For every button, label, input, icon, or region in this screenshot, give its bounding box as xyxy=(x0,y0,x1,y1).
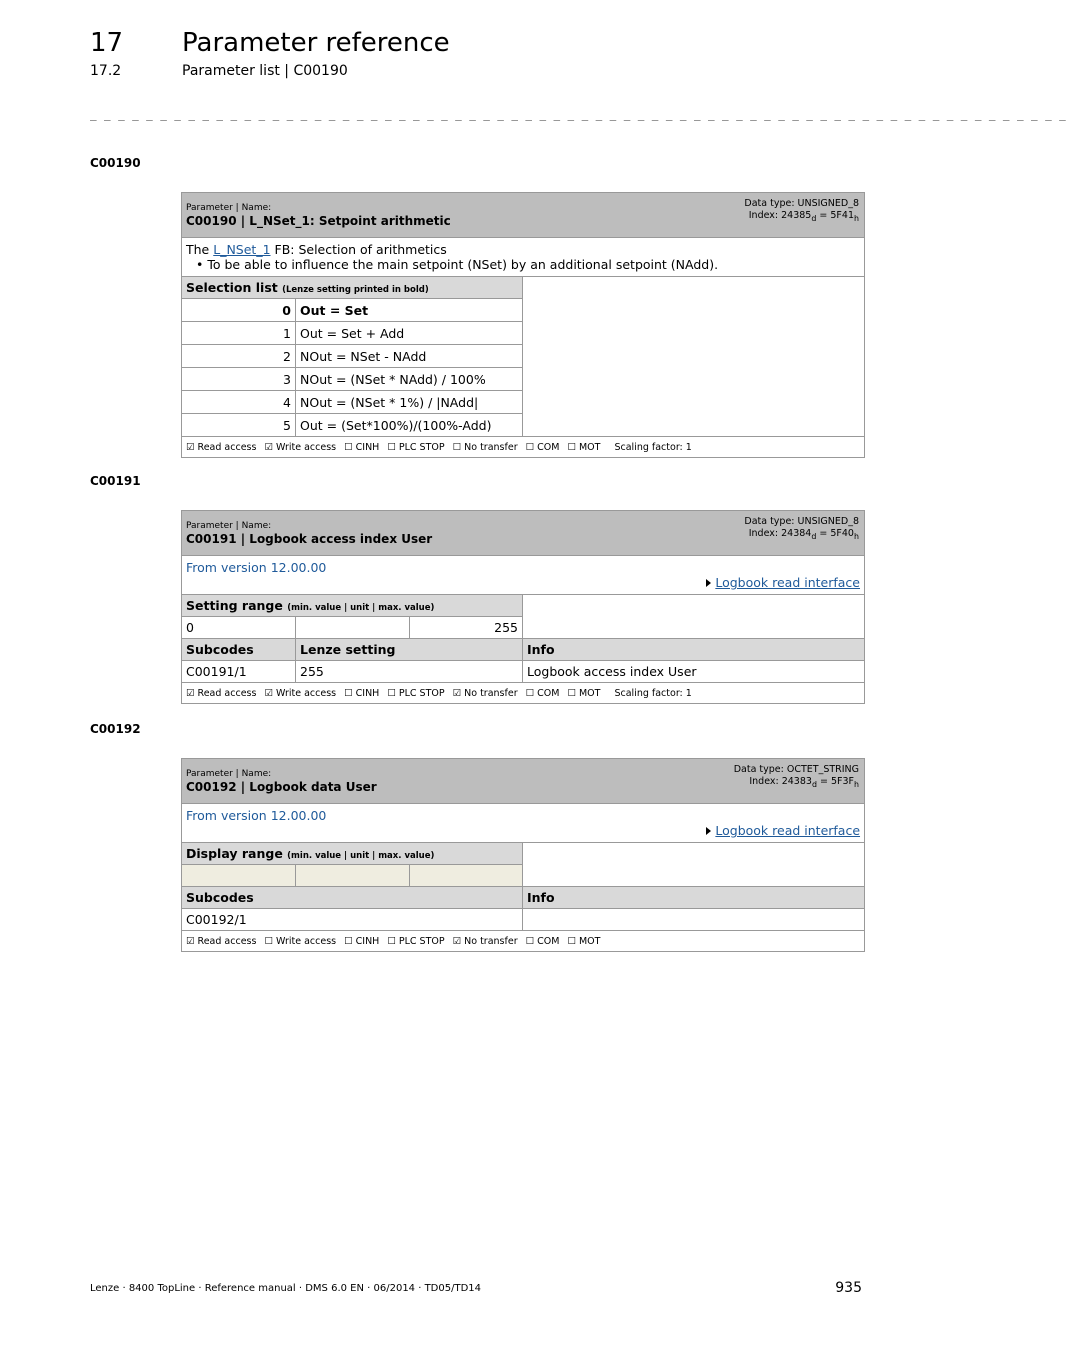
footer-text: Lenze · 8400 TopLine · Reference manual · DMS 6.0 EN · 06/2014 · TD05/TD14 xyxy=(90,1283,482,1294)
version-note: From version 12.00.00 xyxy=(186,560,327,575)
display-range-heading: Display range (min. value | unit | max. value) xyxy=(182,843,523,865)
param-name-caption: Parameter | Name: xyxy=(186,202,272,213)
option-text: Out = Set xyxy=(296,299,523,322)
access-flags: ☑ Read access ☑ Write access ☐ CINH ☐ PLC STOP ☐ No transfer ☐ COM ☐ MOT Scaling factor: 1 xyxy=(182,437,865,458)
range-max xyxy=(410,865,523,887)
logbook-read-interface-link[interactable]: Logbook read interface xyxy=(715,823,861,838)
subcode: C00191/1 xyxy=(182,661,296,683)
subcode-info xyxy=(523,909,865,931)
param-name: C00192 | Logbook data User xyxy=(186,779,377,794)
option-number: 4 xyxy=(182,391,296,414)
option-number: 2 xyxy=(182,345,296,368)
access-flags: ☑ Read access ☐ Write access ☐ CINH ☐ PLC STOP ☑ No transfer ☐ COM ☐ MOT xyxy=(182,931,865,952)
c00192-version-row xyxy=(182,804,865,843)
index: Index: $24384_d = 5F40_h$ xyxy=(748,528,859,541)
setting-range-spacer xyxy=(523,595,865,639)
col-subcodes: Subcodes xyxy=(182,639,296,661)
lenze-setting: 255 xyxy=(296,661,523,683)
arrow-right-icon xyxy=(706,827,711,835)
c00191-version-row xyxy=(182,556,865,595)
option-number: 1 xyxy=(182,322,296,345)
col-lenze-setting: Lenze setting xyxy=(296,639,523,661)
range-unit xyxy=(296,617,410,639)
option-number: 0 xyxy=(182,299,296,322)
param-name-caption: Parameter | Name: xyxy=(186,768,272,779)
description-bullet: • To be able to influence the main setpoint (NSet) by an additional setpoint (NAdd). xyxy=(196,257,719,272)
scaling-factor: Scaling factor: 1 xyxy=(614,441,692,453)
c00191-header xyxy=(182,511,865,556)
section-title: Parameter list | C00190 xyxy=(182,63,348,79)
subcode-info: Logbook access index User xyxy=(523,661,865,683)
option-text: NOut = (NSet * NAdd) / 100% xyxy=(296,368,523,391)
range-min xyxy=(182,865,296,887)
col-info: Info xyxy=(523,639,865,661)
logbook-read-interface-link[interactable]: Logbook read interface xyxy=(715,575,860,590)
param-type-index xyxy=(734,764,859,791)
version-note: From version 12.00.00 xyxy=(186,808,327,823)
param-name-caption: Parameter | Name: xyxy=(186,520,272,531)
option-text: NOut = NSet - NAdd xyxy=(296,345,523,368)
data-type: Data type: OCTET_STRING xyxy=(733,764,860,775)
c00191-table xyxy=(181,510,865,704)
access-flags: ☑ Read access ☑ Write access ☐ CINH ☐ PLC STOP ☑ No transfer ☐ COM ☐ MOT Scaling factor: 1 xyxy=(182,683,865,704)
chapter-title: Parameter reference xyxy=(182,28,450,58)
selection-list-spacer xyxy=(523,277,865,437)
display-range-spacer xyxy=(523,843,865,887)
page-number: 935 xyxy=(835,1280,862,1296)
range-min: 0 xyxy=(182,617,296,639)
index: Index: $24383_d = 5F3F_h$ xyxy=(749,776,860,789)
range-max: 255 xyxy=(410,617,523,639)
option-text: Out = (Set*100%)/(100%-Add) xyxy=(296,414,523,437)
c00192-header xyxy=(182,759,865,804)
col-info: Info xyxy=(523,887,865,909)
scaling-factor: Scaling factor: 1 xyxy=(614,687,692,699)
c00192-label: C00192 xyxy=(90,722,141,736)
param-name: C00191 | Logbook access index User xyxy=(186,531,433,546)
index: Index: $24385_d = 5F41_h$ xyxy=(748,210,860,223)
option-number: 5 xyxy=(182,414,296,437)
option-number: 3 xyxy=(182,368,296,391)
data-type: Data type: UNSIGNED_8 xyxy=(744,516,859,527)
c00190-label: C00190 xyxy=(90,156,141,170)
arrow-right-icon xyxy=(706,579,711,587)
l-nset-1-link[interactable]: L_NSet_1 xyxy=(213,242,271,257)
c00190-header xyxy=(182,193,865,238)
setting-range-heading: Setting range (min. value | unit | max. value) xyxy=(182,595,523,617)
c00191-label: C00191 xyxy=(90,474,141,488)
c00192-table xyxy=(181,758,865,952)
c00190-table xyxy=(181,192,865,458)
col-subcodes: Subcodes xyxy=(182,887,523,909)
data-type: Data type: UNSIGNED_8 xyxy=(744,198,860,209)
option-text: Out = Set + Add xyxy=(296,322,523,345)
option-text: NOut = (NSet * 1%) / |NAdd| xyxy=(296,391,523,414)
dashed-separator: _ _ _ _ _ _ _ _ _ _ _ _ _ _ _ _ _ _ _ _ _ _ _ _ _ _ _ _ _ _ _ _ _ _ _ _ _ _ _ _ _ _ _ _ _ _ _ _ _ _ _ _ _ _ _ _ _ _ _ _ _ _ _ _ _ _ _ _ _ _ xyxy=(90,108,1066,121)
param-type-index xyxy=(744,198,859,225)
param-type-index xyxy=(744,516,859,543)
param-name: C00190 | L_NSet_1: Setpoint arithmetic xyxy=(186,213,451,228)
chapter-number: 17 xyxy=(90,28,124,58)
range-unit xyxy=(296,865,410,887)
c00190-description: The L_NSet_1 FB: Selection of arithmetics • To be able to influence the main setpoint (NSet) by an additional setpoint (NAdd). xyxy=(182,238,865,277)
section-number: 17.2 xyxy=(90,63,122,79)
subcode: C00192/1 xyxy=(182,909,523,931)
selection-list-heading: Selection list (Lenze setting printed in bold) xyxy=(182,277,523,299)
